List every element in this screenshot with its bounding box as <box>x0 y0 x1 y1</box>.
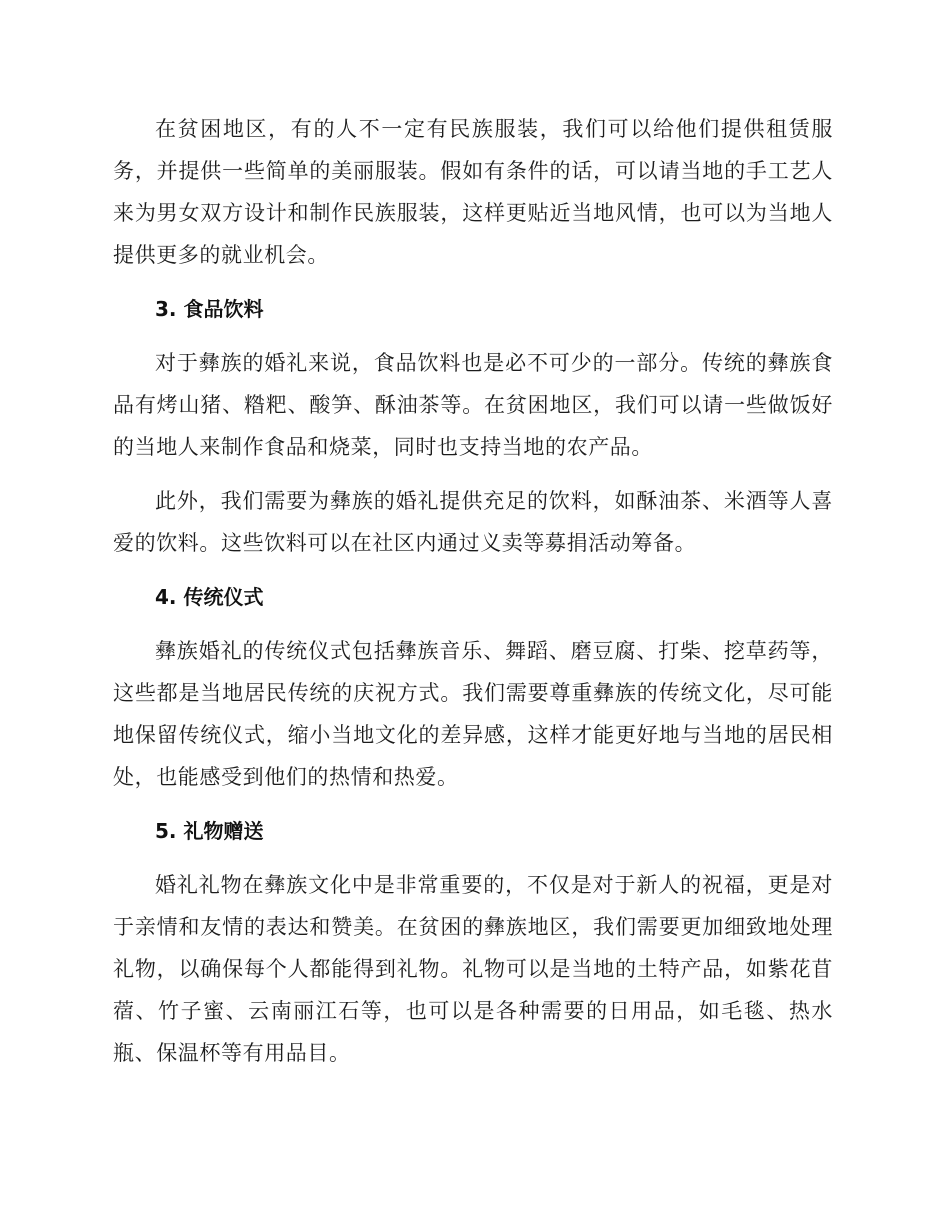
spacer <box>113 798 833 810</box>
spacer <box>113 468 833 480</box>
food-paragraph-1: 对于彝族的婚礼来说，食品饮料也是必不可少的一部分。传统的彝族食品有烤山猪、糌粑、酸笋、酥油茶等。在贫困地区，我们可以请一些做饭好的当地人来制作食品和烧菜，同时也支持当地的农产品。 <box>113 351 833 459</box>
spacer <box>113 852 833 864</box>
section-heading-traditional-rituals: 4. 传统仪式 <box>155 585 264 609</box>
gifts-paragraph: 婚礼礼物在彝族文化中是非常重要的，不仅是对于新人的祝福，更是对于亲情和友情的表达和赞美。在贫困的彝族地区，我们需要更加细致地处理礼物，以确保每个人都能得到礼物。礼物可以是当地的土特产品，如紫花苜蓿、竹子蜜、云南丽江石等，也可以是各种需要的日用品，如毛毯、热水瓶、保温杯等有用品目。 <box>113 873 833 1065</box>
spacer <box>113 564 833 576</box>
spacer <box>113 276 833 288</box>
intro-paragraph: 在贫困地区，有的人不一定有民族服装，我们可以给他们提供租赁服务，并提供一些简单的美丽服装。假如有条件的话，可以请当地的手工艺人来为男女双方设计和制作民族服装，这样更贴近当地风情，也可以为当地人提供更多的就业机会。 <box>113 117 833 267</box>
spacer <box>113 618 833 630</box>
food-paragraph-2: 此外，我们需要为彝族的婚礼提供充足的饮料，如酥油茶、米酒等人喜爱的饮料。这些饮料可以在社区内通过义卖等募捐活动筹备。 <box>113 489 833 555</box>
rituals-paragraph: 彝族婚礼的传统仪式包括彝族音乐、舞蹈、磨豆腐、打柴、挖草药等，这些都是当地居民传统的庆祝方式。我们需要尊重彝族的传统文化，尽可能地保留传统仪式，缩小当地文化的差异感，这样才能更好地与当地的居民相处，也能感受到他们的热情和热爱。 <box>113 639 833 789</box>
section-heading-food-drinks: 3. 食品饮料 <box>155 297 264 321</box>
document-body <box>113 108 833 1074</box>
spacer <box>113 330 833 342</box>
section-heading-gift-giving: 5. 礼物赠送 <box>155 819 264 843</box>
